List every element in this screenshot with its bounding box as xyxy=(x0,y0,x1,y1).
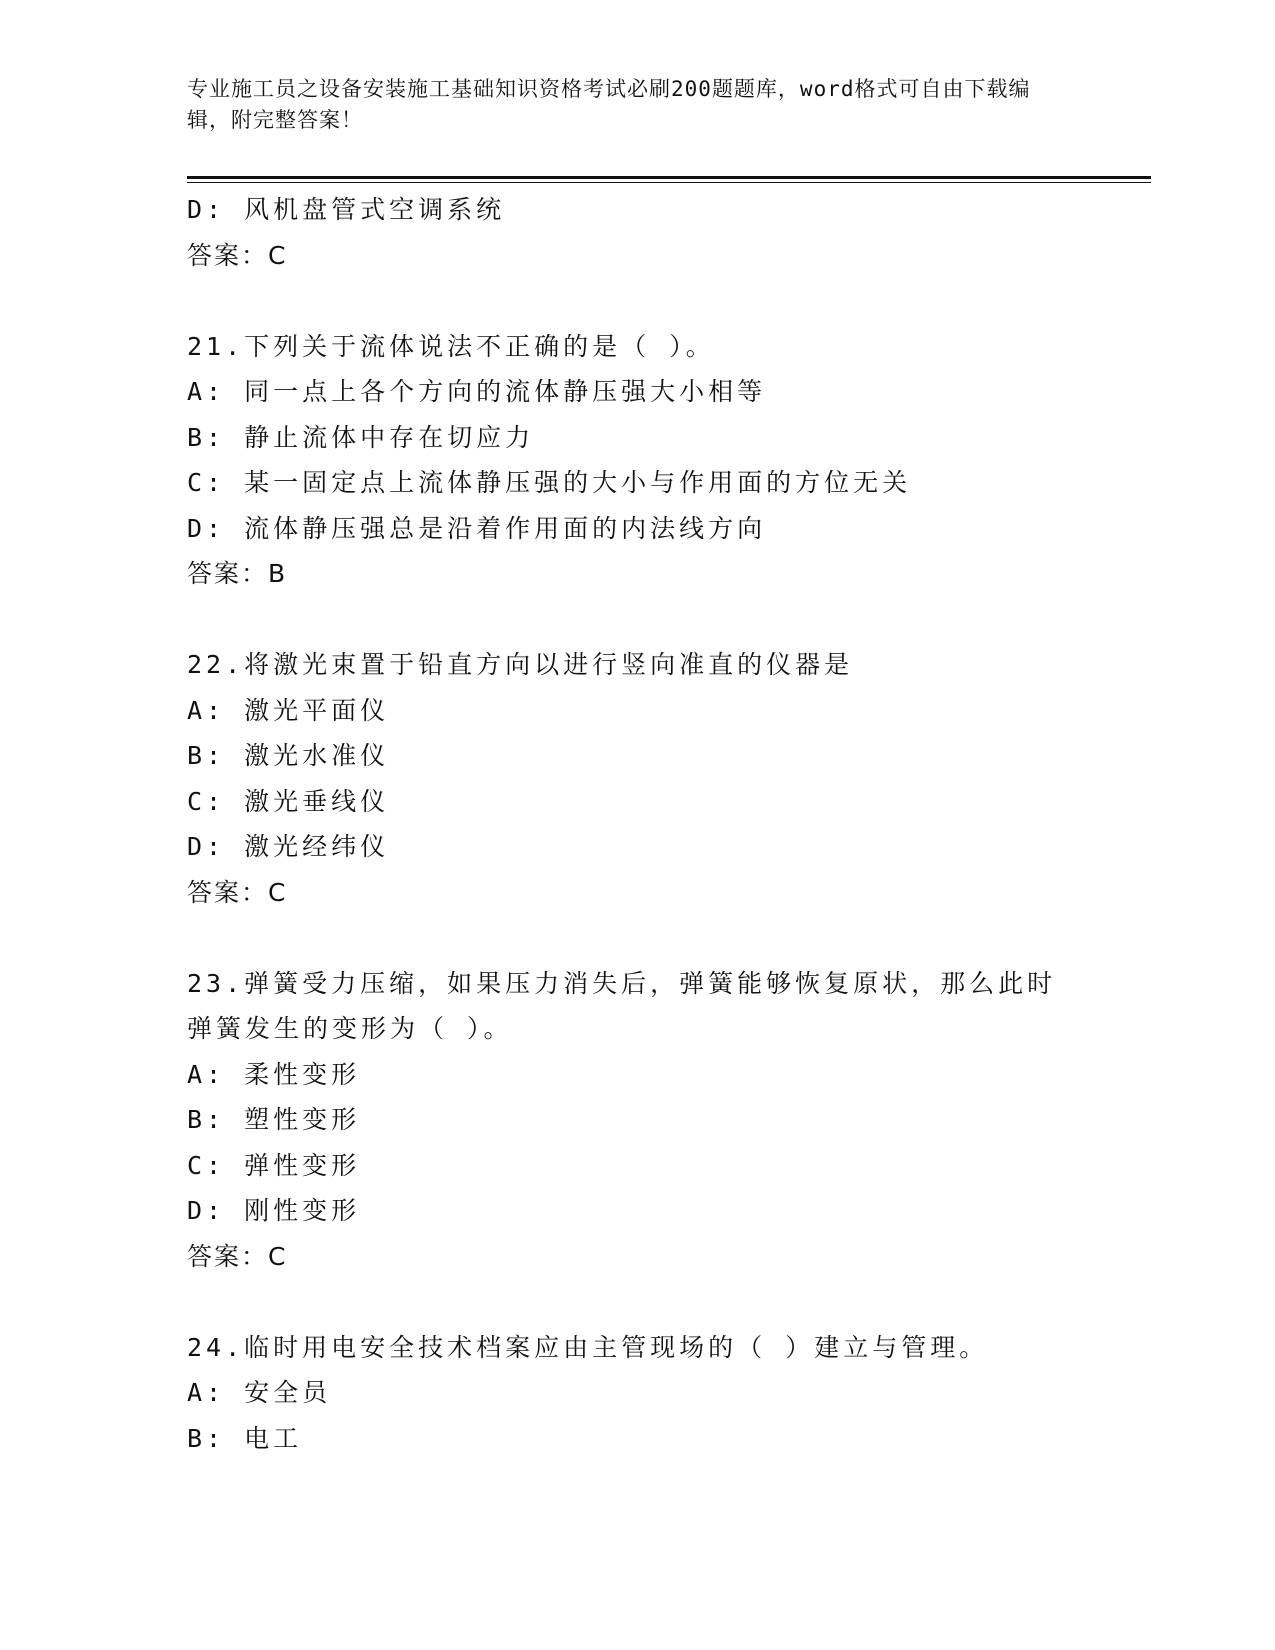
prev-question-answer: 答案：C xyxy=(187,240,288,270)
question-block-21 xyxy=(187,324,1107,597)
header-rule-thick xyxy=(187,176,1151,179)
spacer xyxy=(187,597,1107,643)
option-b: B: 激光水准仪 xyxy=(187,741,390,770)
question-list xyxy=(187,187,1107,1461)
question-stem: 23.弹簧受力压缩，如果压力消失后，弹簧能够恢复原状，那么此时弹簧发生的变形为（ ）。 xyxy=(187,968,1057,1043)
option-d: D: 流体静压强总是沿着作用面的内法线方向 xyxy=(187,513,767,543)
option-b: B: 塑性变形 xyxy=(187,1105,361,1134)
option-d: D: 激光经纬仪 xyxy=(187,832,390,861)
prev-question-option-d: D: 风机盘管式空调系统 xyxy=(187,195,506,224)
answer: 答案：C xyxy=(187,877,288,907)
option-b: B: 静止流体中存在切应力 xyxy=(187,422,535,452)
option-a: A: 激光平面仪 xyxy=(187,695,390,725)
option-c: C: 激光垂线仪 xyxy=(187,786,390,816)
document-header: 专业施工员之设备安装施工基础知识资格考试必刷200题题库，word格式可自由下载编辑，附完整答案！ xyxy=(187,77,1031,132)
option-c: C: 弹性变形 xyxy=(187,1150,361,1180)
answer: 答案：B xyxy=(187,559,288,588)
question-stem: 22.将激光束置于铅直方向以进行竖向准直的仪器是 xyxy=(187,650,854,679)
question-block-24 xyxy=(187,1325,1107,1462)
question-stem: 24.临时用电安全技术档案应由主管现场的（ ）建立与管理。 xyxy=(187,1332,989,1362)
option-b: B: 电工 xyxy=(187,1423,303,1453)
option-a: A: 同一点上各个方向的流体静压强大小相等 xyxy=(187,377,767,406)
spacer xyxy=(187,1279,1107,1325)
question-block-22 xyxy=(187,642,1107,915)
spacer xyxy=(187,915,1107,961)
option-a: A: 柔性变形 xyxy=(187,1059,361,1089)
option-d: D: 刚性变形 xyxy=(187,1196,361,1225)
header-rule-thin xyxy=(187,182,1151,183)
spacer xyxy=(187,278,1107,324)
option-a: A: 安全员 xyxy=(187,1378,332,1407)
question-block-23 xyxy=(187,961,1107,1280)
answer: 答案：C xyxy=(187,1241,288,1271)
option-c: C: 某一固定点上流体静压强的大小与作用面的方位无关 xyxy=(187,468,912,497)
question-stem: 21.下列关于流体说法不正确的是（ ）。 xyxy=(187,331,715,361)
